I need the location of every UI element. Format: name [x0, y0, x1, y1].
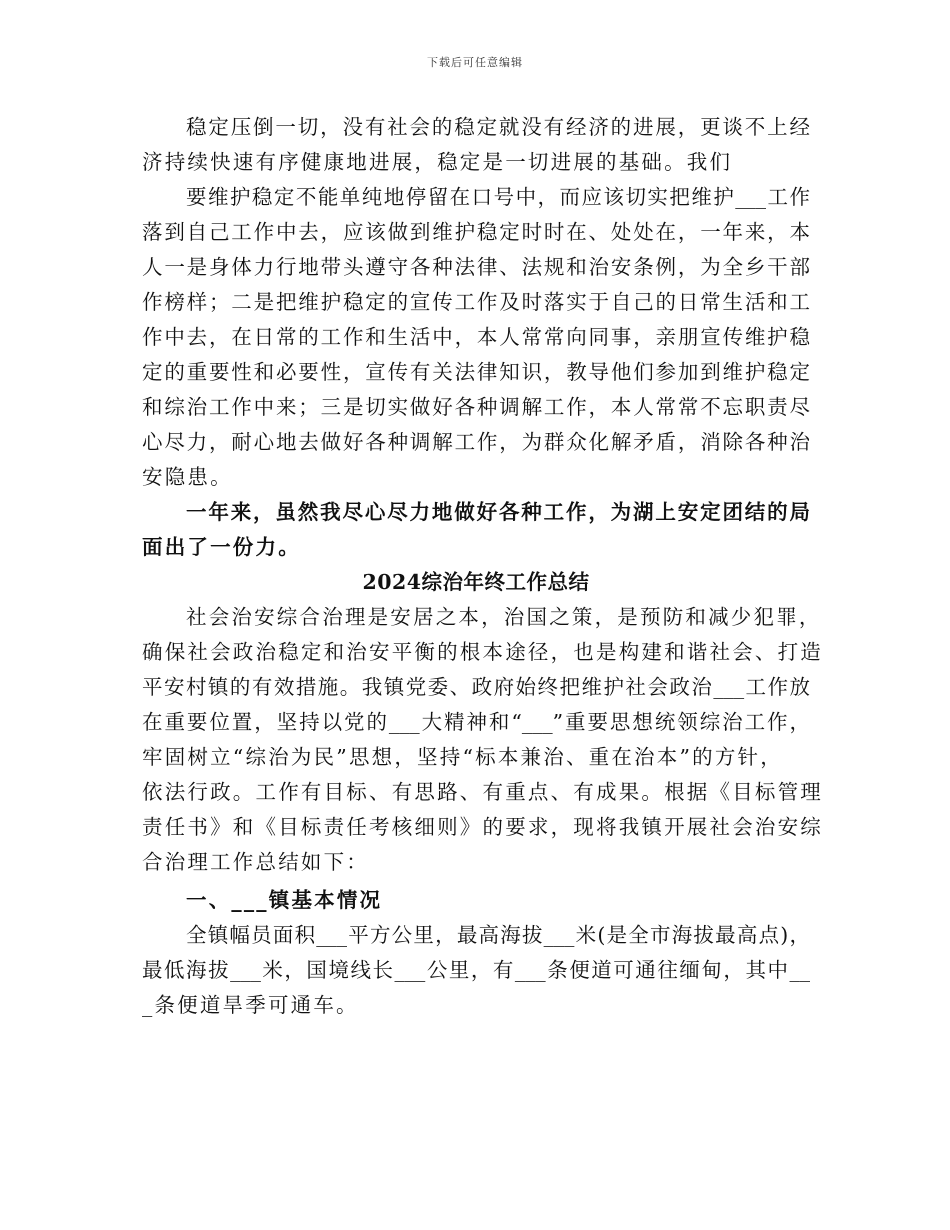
- document-body: [142, 110, 823, 1023]
- text-line: 牢固树立“综治为民”思想，坚持“标本兼治、重在治本”的方针，: [142, 745, 783, 769]
- text-line: 责任书》和《目标责任考核细则》的要求，现将我镇开展社会治安综: [142, 815, 823, 839]
- text-line: 确保社会政治稳定和治安平衡的根本途径，也是构建和谐社会、打造: [142, 640, 823, 664]
- text-line: 要维护稳定不能单纯地停留在口号中，而应该切实把维护___工作: [186, 185, 810, 209]
- text-line: 定的重要性和必要性，宣传有关法律知识，教导他们参加到维护稳定: [142, 360, 810, 384]
- text-line: 作中去，在日常的工作和生活中，本人常常向同事，亲朋宣传维护稳: [142, 325, 810, 349]
- paragraph-maintain-stability: [142, 180, 810, 495]
- text-line: 平安村镇的有效措施。我镇党委、政府始终把维护社会政治___工作放: [142, 675, 810, 699]
- document-title: 2024综治年终工作总结: [362, 570, 590, 594]
- paragraph-stability: [142, 110, 810, 180]
- text-line: 社会治安综合治理是安居之本，治国之策，是预防和减少犯罪，: [186, 605, 822, 629]
- text-line: 和综治工作中来；三是切实做好各种调解工作，本人常常不忘职责尽: [142, 395, 810, 419]
- text-line: 落到自己工作中去，应该做到维护稳定时时在、处处在，一年来，本: [142, 220, 810, 244]
- text-line: 面出了一份力。: [142, 535, 301, 559]
- text-line: 最低海拔___米，国境线长___公里，有___条便道可通往缅甸，其中__: [142, 958, 810, 982]
- paragraph-introduction: [142, 600, 823, 880]
- paragraph-basic-info: [142, 918, 810, 1023]
- text-line: 合治理工作总结如下：: [142, 850, 369, 874]
- text-line: 一年来，虽然我尽心尽力地做好各种工作，为湖上安定团结的局: [186, 500, 810, 524]
- text-line: 人一是身体力行地带头遵守各种法律、法规和治安条例，为全乡干部: [142, 255, 810, 279]
- text-line: 稳定压倒一切，没有社会的稳定就没有经济的进展，更谈不上经: [186, 115, 810, 139]
- text-line: 济持续快速有序健康地进展，稳定是一切进展的基础。我们: [142, 150, 733, 174]
- text-line: _条便道旱季可通车。: [142, 993, 359, 1017]
- text-line: 作榜样；二是把维护稳定的宣传工作及时落实于自己的日常生活和工: [142, 290, 810, 314]
- text-line: 心尽力，耐心地去做好各种调解工作，为群众化解矛盾，消除各种治: [142, 430, 810, 454]
- section-heading: 一、___镇基本情况: [186, 888, 383, 912]
- text-line: 安隐患。: [142, 465, 233, 489]
- paragraph-summary-bold: [142, 495, 810, 565]
- text-line: 在重要位置，坚持以党的___大精神和“___”重要思想统领综治工作，: [142, 710, 810, 734]
- page-header-note: 下载后可任意编辑: [427, 56, 523, 69]
- text-line: 依法行政。工作有目标、有思路、有重点、有成果。根据《目标管理: [142, 780, 823, 804]
- text-line: 全镇幅员面积___平方公里，最高海拔___米(是全市海拔最高点)，: [186, 923, 810, 947]
